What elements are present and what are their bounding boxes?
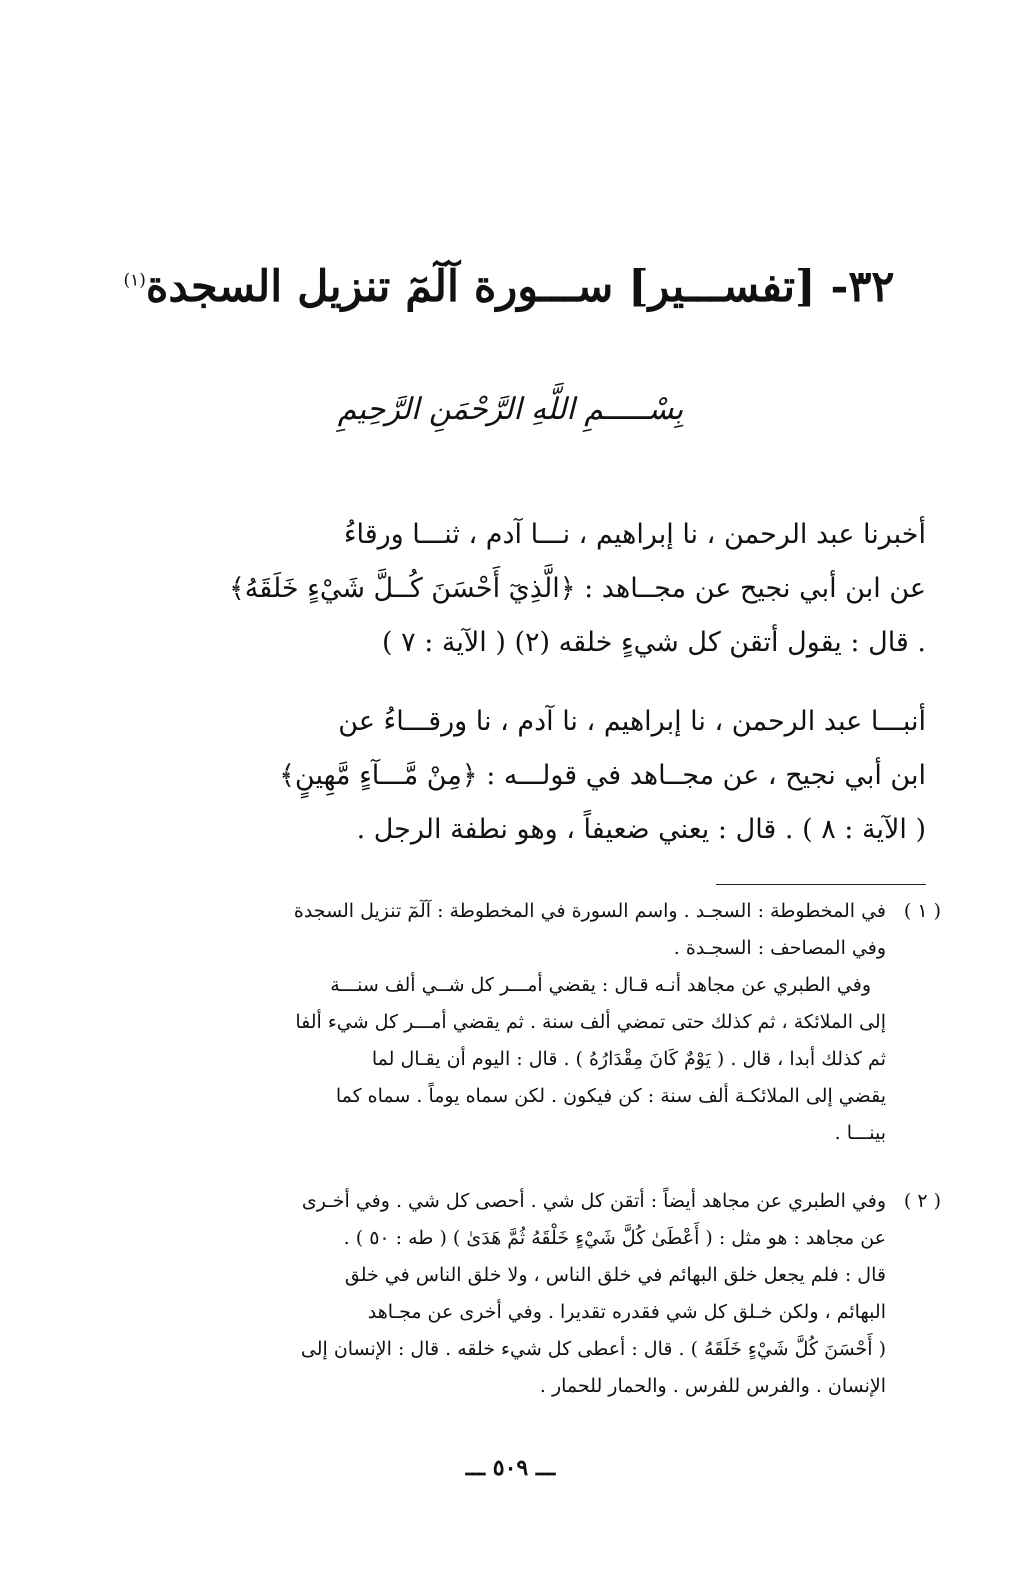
footnote-line: ( ١ )في المخطوطة : السجـد . واسم السورة في المخطوطة : آلٓمٓ تنزيل السجدة (92, 893, 941, 930)
basmala: بِسْـــــمِ اللَّهِ الرَّحْمَنِ الرَّحِيمِ (337, 392, 684, 427)
paragraph-line: . قال : يقول أتقن كل شيءٍ خلقه (٢) ( الآية : ٧ ) (381, 627, 926, 658)
surah-title (92, 262, 926, 314)
footnote-line: يقضي إلى الملائكـة ألف سنة : كن فيكون . لكن سماه يوماً . سماه كما (335, 1085, 886, 1107)
paragraph-line: ابن أبي نجيح ، عن مجــاهد في قولـــه : ﴿مِنْ مَّـــآءٍ مَّهِينٍ﴾ (279, 760, 926, 791)
footnote-line: ثم كذلك أبدا ، قال . ( يَوْمٌ كَانَ مِقْدَارُهُ ) . قال : اليوم أن يقـال لما (371, 1048, 886, 1070)
footnote-1 (92, 893, 941, 1152)
footnote-number: ( ١ ) (903, 900, 941, 922)
paragraph-line: ( الآية : ٨ ) . قال : يعني ضعيفاً ، وهو نطفة الرجل . (356, 814, 926, 845)
footnote-line: ( أَحْسَنَ كُلَّ شَيْءٍ خَلَقَهُ ) . قال : أعطى كل شيء خلقه . قال : الإنسان إلى (300, 1338, 886, 1360)
paragraph-line: أخبرنا عبد الرحمن ، نا إبراهيم ، نـــا آدم ، ثنـــا ورقاءُ (343, 519, 926, 550)
footnote-line: وفي الطبري عن مجاهد أنـه قـال : يقضي أمـــر كل شــي ألف سنـــة (330, 974, 871, 996)
paragraph-1 (92, 508, 926, 670)
paragraph-line: أنبـــا عبد الرحمن ، نا إبراهيم ، نا آدم ، نا ورقـــاءُ عن (338, 706, 926, 737)
footnote-divider (716, 884, 926, 885)
title-footnote-ref: (١) (123, 270, 146, 291)
footnote-line: ( ٢ )وفي الطبري عن مجاهد أيضاً : أتقن كل شي . أحصى كل شي . وفي أخـرى (92, 1183, 941, 1220)
footnote-line: بينـــا . (834, 1122, 886, 1144)
footnote-line: عن مجاهد : هو مثل : ( أَعْطَىٰ كُلَّ شَيْءٍ خَلْقَهُ ثُمَّ هَدَىٰ ) ( طه : ٥٠ ) . (343, 1227, 886, 1249)
paragraph-line: عن ابن أبي نجيح عن مجــاهد : ﴿الَّذِيٓ أَحْسَنَ كُــلَّ شَيْءٍ خَلَقَهُ﴾ (228, 573, 926, 604)
surah-number: ٣٢- (830, 262, 895, 312)
footnote-line: إلى الملائكة ، ثم كذلك حتى تمضي ألف سنة . ثم يقضي أمـــر كل شيء ألفا (295, 1011, 886, 1033)
footnote-number: ( ٢ ) (903, 1190, 941, 1212)
surah-title-text: [تفســـير] ســـورة آلٓمٓ تنزيل السجدة (145, 262, 816, 312)
footnote-line: قال : فلم يجعل خلق البهائم في خلق الناس ، ولا خلق الناس في خلق (344, 1264, 886, 1286)
footnote-line: وفي المصاحف : السجـدة . (673, 937, 886, 959)
footnote-line: البهائم ، ولكن خـلق كل شي فقدره تقديرا . وفي أخرى عن مجـاهد (367, 1301, 886, 1323)
paragraph-2 (92, 695, 926, 857)
page-number: ـــ ٥٠٩ ـــ (465, 1455, 556, 1481)
footnote-line: الإنسان . والفرس للفرس . والحمار للحمار . (539, 1375, 886, 1397)
footnote-2 (92, 1183, 941, 1405)
